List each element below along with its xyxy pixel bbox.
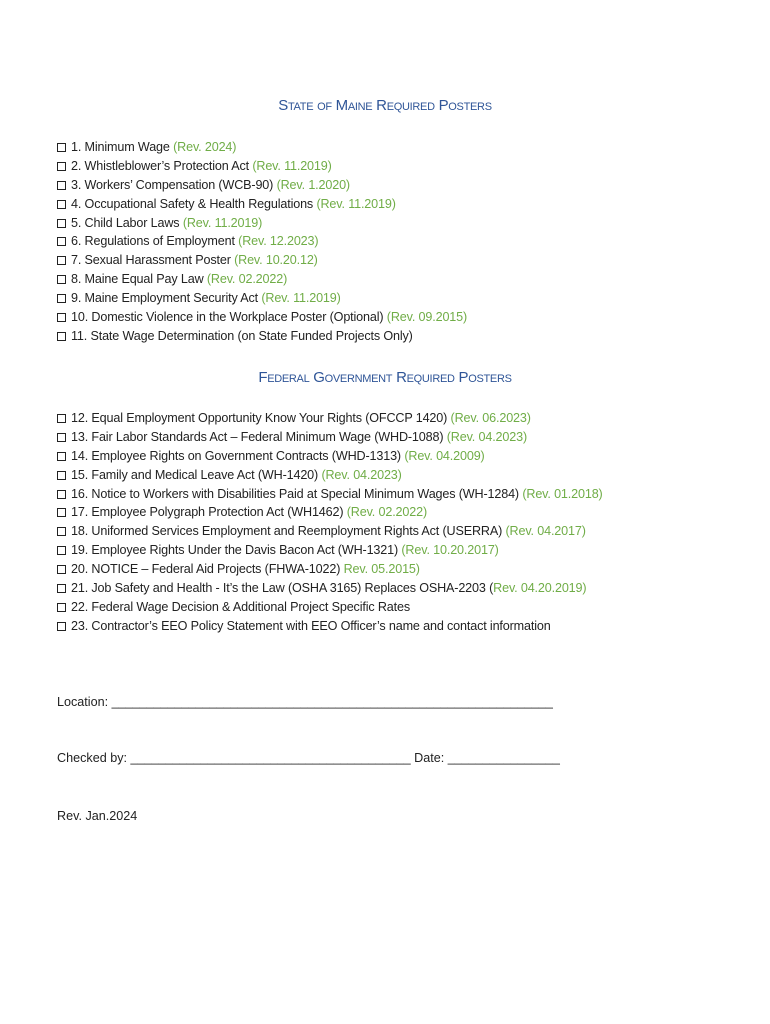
poster-checklist-item (57, 270, 467, 289)
checkbox-icon[interactable] (57, 622, 66, 631)
poster-checklist-item (57, 251, 467, 270)
checkbox-icon[interactable] (57, 275, 66, 284)
poster-title: 4. Occupational Safety & Health Regulations (71, 196, 317, 211)
revision-label: (Rev. 02.2022) (206, 272, 288, 287)
revision-label: (Rev. 04.2023) (446, 429, 528, 444)
poster-title: 5. Child Labor Laws (71, 215, 183, 230)
revision-label: (Rev. 02.2022) (346, 505, 428, 520)
checkbox-icon[interactable] (57, 143, 66, 152)
poster-title: 10. Domestic Violence in the Workplace Poster (Optional) (71, 310, 387, 325)
poster-checklist-item (57, 176, 467, 195)
checked-by-date-field[interactable]: Checked by: ________________________________________ Date: ________________ (57, 751, 560, 765)
checkbox-icon[interactable] (57, 237, 66, 246)
poster-checklist-item (57, 522, 603, 541)
poster-checklist-item (57, 503, 603, 522)
checkbox-icon[interactable] (57, 508, 66, 517)
revision-label: (Rev. 11.2019) (261, 291, 341, 306)
poster-checklist-item (57, 579, 603, 598)
poster-title: 1. Minimum Wage (71, 140, 174, 154)
checkbox-icon[interactable] (57, 181, 66, 190)
poster-title: 19. Employee Rights Under the Davis Bacon Act (WH-1321) (71, 543, 402, 558)
revision-label: Rev. 04.20.2019) (493, 581, 587, 596)
poster-checklist-item (57, 409, 603, 428)
revision-label: (Rev. 06.2023) (450, 411, 531, 425)
poster-title: 2. Whistleblower’s Protection Act (71, 158, 253, 173)
poster-title: 16. Notice to Workers with Disabilities Paid at Special Minimum Wages (WH-1284) (71, 486, 523, 501)
checkbox-icon[interactable] (57, 471, 66, 480)
poster-title: 23. Contractor’s EEO Policy Statement with EEO Officer’s name and contact information (71, 618, 551, 633)
location-field[interactable]: Location: _______________________________________________________________ (57, 695, 553, 709)
checkbox-icon[interactable] (57, 565, 66, 574)
poster-title: 13. Fair Labor Standards Act – Federal Minimum Wage (WHD-1088) (71, 429, 447, 444)
poster-title: 17. Employee Polygraph Protection Act (WH1462) (71, 505, 347, 520)
revision-label: (Rev. 04.2009) (404, 448, 485, 463)
poster-checklist-item (57, 195, 467, 214)
federal-poster-list (57, 409, 603, 636)
revision-label: (Rev. 1.2020) (276, 177, 350, 192)
poster-title: 12. Equal Employment Opportunity Know Your Rights (OFCCP 1420) (71, 411, 451, 425)
poster-checklist-item (57, 598, 603, 617)
poster-title: 3. Workers’ Compensation (WCB-90) (71, 177, 277, 192)
poster-checklist-item (57, 232, 467, 251)
checkbox-icon[interactable] (57, 162, 66, 171)
poster-title: 9. Maine Employment Security Act (71, 291, 262, 306)
revision-label: (Rev. 04.2023) (321, 467, 402, 482)
poster-title: 21. Job Safety and Health - It’s the Law (OSHA 3165) Replaces OSHA-2203 ( (71, 581, 494, 596)
revision-label: (Rev. 09.2015) (386, 310, 468, 325)
checkbox-icon[interactable] (57, 452, 66, 461)
revision-date: Rev. Jan.2024 (57, 809, 138, 823)
checkbox-icon[interactable] (57, 490, 66, 499)
poster-checklist-item (57, 327, 467, 346)
poster-checklist-item (57, 138, 467, 157)
revision-label: (Rev. 2024) (173, 140, 237, 154)
revision-label: (Rev. 11.2019) (316, 196, 396, 211)
poster-checklist-item (57, 485, 603, 504)
poster-title: 14. Employee Rights on Government Contracts (WHD-1313) (71, 448, 405, 463)
revision-label: Rev. 05.2015) (343, 562, 420, 577)
revision-label: (Rev. 10.20.12) (234, 253, 318, 268)
poster-title: 18. Uniformed Services Employment and Reemployment Rights Act (USERRA) (71, 524, 506, 539)
maine-poster-list (57, 138, 467, 346)
revision-label: (Rev. 11.2019) (182, 215, 263, 230)
maine-section-heading: State of Maine Required Posters (278, 97, 492, 114)
poster-title: 11. State Wage Determination (on State Funded Projects Only) (71, 328, 413, 343)
poster-title: 20. NOTICE – Federal Aid Projects (FHWA-1022) (71, 562, 344, 577)
checkbox-icon[interactable] (57, 294, 66, 303)
poster-title: 6. Regulations of Employment (71, 234, 239, 249)
checkbox-icon[interactable] (57, 332, 66, 341)
checkbox-icon[interactable] (57, 200, 66, 209)
checkbox-icon[interactable] (57, 256, 66, 265)
checkbox-icon[interactable] (57, 584, 66, 593)
revision-label: (Rev. 12.2023) (238, 234, 319, 249)
poster-checklist-item (57, 466, 603, 485)
checkbox-icon[interactable] (57, 527, 66, 536)
checkbox-icon[interactable] (57, 433, 66, 442)
poster-checklist-item (57, 428, 603, 447)
poster-checklist-item (57, 157, 467, 176)
checkbox-icon[interactable] (57, 219, 66, 228)
poster-title: 22. Federal Wage Decision & Additional Project Specific Rates (71, 599, 410, 614)
revision-label: (Rev. 10.20.2017) (401, 543, 499, 558)
checkbox-icon[interactable] (57, 546, 66, 555)
checkbox-icon[interactable] (57, 414, 66, 423)
poster-checklist-item (57, 308, 467, 327)
revision-label: (Rev. 04.2017) (505, 524, 586, 539)
revision-label: (Rev. 01.2018) (522, 486, 603, 501)
revision-label: (Rev. 11.2019) (252, 158, 332, 173)
poster-checklist-item (57, 541, 603, 560)
poster-checklist-item (57, 214, 467, 233)
poster-title: 8. Maine Equal Pay Law (71, 272, 207, 287)
federal-section-heading: Federal Government Required Posters (258, 369, 512, 386)
checkbox-icon[interactable] (57, 313, 66, 322)
poster-title: 15. Family and Medical Leave Act (WH-1420) (71, 467, 322, 482)
poster-checklist-item (57, 447, 603, 466)
poster-checklist-item (57, 617, 603, 636)
poster-checklist-item (57, 560, 603, 579)
checkbox-icon[interactable] (57, 603, 66, 612)
poster-title: 7. Sexual Harassment Poster (71, 253, 235, 268)
poster-checklist-item (57, 289, 467, 308)
